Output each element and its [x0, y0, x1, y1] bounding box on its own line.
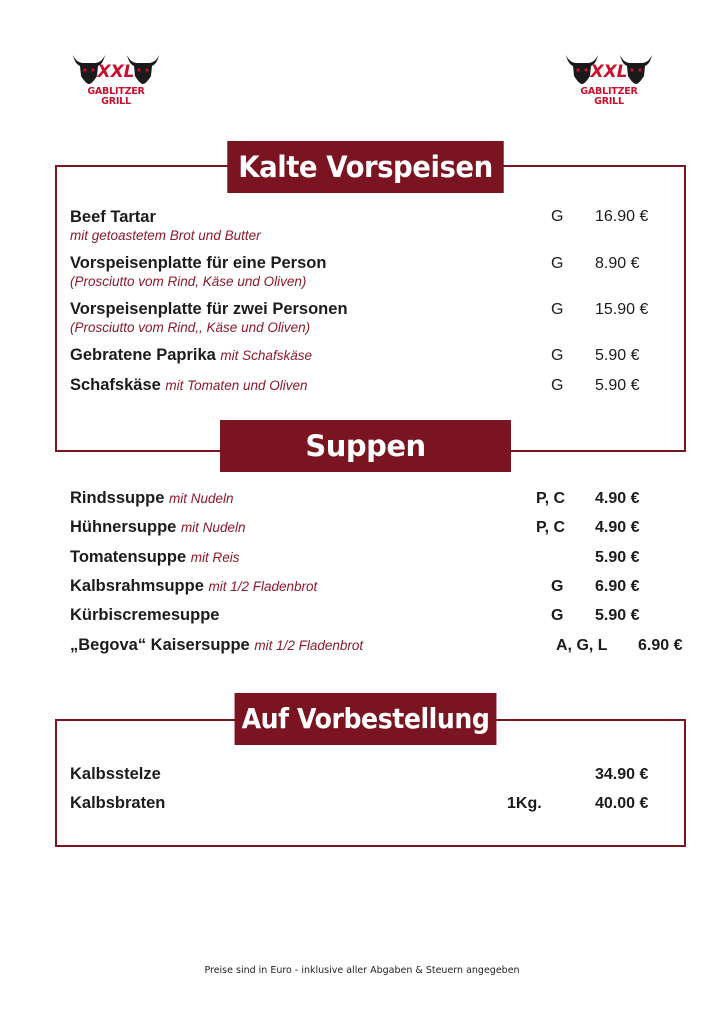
menu-item-price: 5.90 €: [595, 549, 640, 566]
section-title-suppen: Suppen: [220, 420, 511, 472]
menu-item: [70, 375, 308, 396]
brand-line2: GRILL: [101, 96, 131, 107]
menu-item-name: Tomatensuppe: [70, 548, 187, 566]
menu-item-price: 8.90 €: [595, 255, 640, 272]
menu-item-allergens: P, C: [536, 490, 566, 507]
menu-item-note: mit Tomaten und Oliven: [165, 378, 308, 393]
menu-item-allergens: G: [551, 607, 564, 624]
menu-item-price: 4.90 €: [595, 490, 640, 507]
menu-item-name: Vorspeisenplatte für eine Person: [70, 254, 327, 272]
menu-item: [70, 345, 312, 366]
menu-item-name: Vorspeisenplatte für zwei Personen: [70, 300, 348, 318]
menu-item-name: Hühnersuppe: [70, 518, 177, 536]
menu-item-name: Kürbiscremesuppe: [70, 606, 220, 624]
menu-item-allergens: G: [551, 208, 564, 225]
menu-item: [70, 488, 234, 509]
menu-item-name: Rindssuppe: [70, 489, 165, 507]
menu-item-note: mit getoastetem Brot und Butter: [70, 228, 261, 243]
menu-item-allergens: G: [551, 377, 564, 394]
menu-item-unit: 1Kg.: [507, 795, 542, 812]
logo-left: [70, 50, 162, 110]
menu-item-name: Gebratene Paprika: [70, 346, 216, 364]
menu-item-note: mit Schafskäse: [220, 348, 312, 363]
menu-item-price: 5.90 €: [595, 607, 640, 624]
bull-logo-icon: [70, 50, 162, 86]
menu-item-price: 40.00 €: [595, 795, 649, 812]
menu-item: [70, 547, 239, 568]
menu-item-note: (Prosciutto vom Rind, Käse und Oliven): [70, 274, 307, 289]
menu-item-price: 4.90 €: [595, 519, 640, 536]
menu-item-price: 6.90 €: [595, 578, 640, 595]
menu-item-price: 15.90 €: [595, 301, 649, 318]
menu-item-note: mit Nudeln: [169, 491, 234, 506]
menu-item-name: Schafskäse: [70, 376, 161, 394]
menu-item-price: 5.90 €: [595, 347, 640, 364]
menu-item-name: Beef Tartar: [70, 208, 156, 226]
menu-item-name: „Begova“ Kaisersuppe: [70, 636, 250, 654]
svg-text:XXL: XXL: [97, 62, 135, 82]
section-title-vorbestellung: Auf Vorbestellung: [235, 693, 497, 745]
menu-item-allergens: G: [551, 255, 564, 272]
menu-item-allergens: G: [551, 578, 564, 595]
brand-line2: GRILL: [594, 96, 624, 107]
menu-item-allergens: A, G, L: [556, 637, 608, 654]
menu-item-note: mit 1/2 Fladenbrot: [254, 638, 364, 653]
menu-item: [70, 576, 317, 597]
menu-item-price: 34.90 €: [595, 766, 649, 783]
menu-item-price: 5.90 €: [595, 377, 640, 394]
svg-text:XXL: XXL: [590, 62, 628, 82]
logo-right: [563, 50, 655, 110]
menu-item-name: Kalbsstelze: [70, 765, 161, 783]
menu-item-note: (Prosciutto vom Rind,, Käse und Oliven): [70, 320, 311, 335]
menu-item-price: 6.90 €: [638, 637, 683, 654]
menu-item-note: mit Nudeln: [180, 520, 246, 535]
brand-line1: GABLITZER: [87, 86, 145, 97]
menu-item-allergens: P, C: [536, 519, 566, 536]
menu-item-allergens: G: [551, 347, 564, 364]
brand-line1: GABLITZER: [580, 86, 638, 97]
menu-item-note: mit 1/2 Fladenbrot: [208, 579, 318, 594]
menu-item-name: Kalbsrahmsuppe: [70, 577, 204, 595]
bull-logo-icon: [563, 50, 655, 86]
menu-item-price: 16.90 €: [595, 208, 649, 225]
menu-item: [70, 517, 245, 538]
menu-item-note: mit Reis: [190, 550, 240, 565]
section-title-kalte: Kalte Vorspeisen: [227, 141, 503, 193]
footer-note: Preise sind in Euro - inklusive aller Abgaben & Steuern angegeben: [204, 965, 520, 976]
menu-item-name: Kalbsbraten: [70, 794, 166, 812]
menu-item-allergens: G: [551, 301, 564, 318]
menu-item: [70, 635, 363, 656]
